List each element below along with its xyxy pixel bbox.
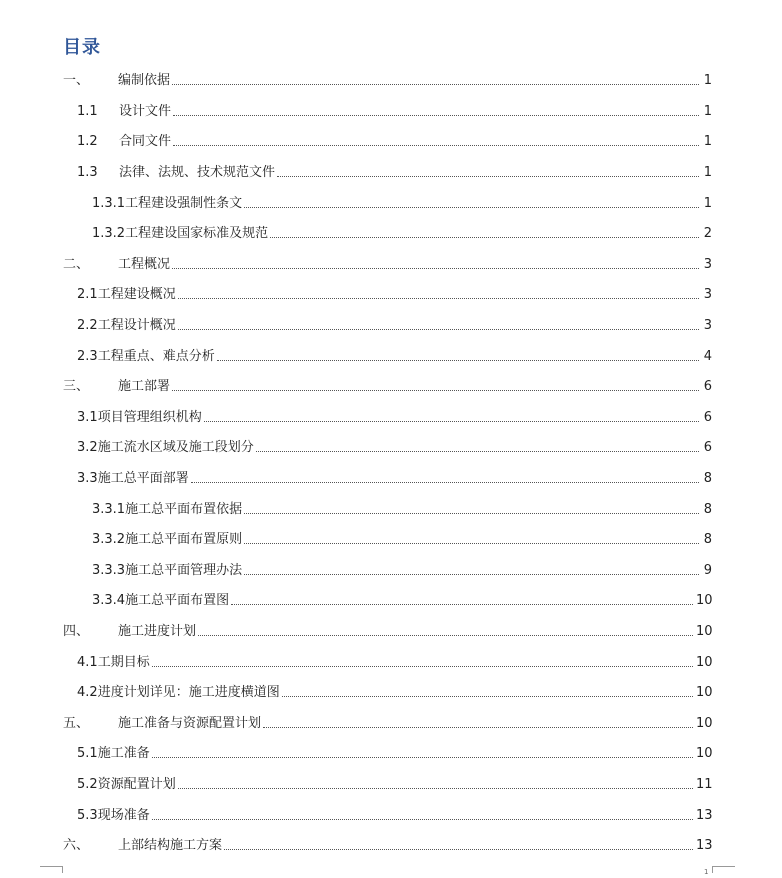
toc-entry[interactable] (0, 586, 782, 617)
toc-entry-number: 3.3.3 (92, 562, 126, 578)
page-corner-mark-left (40, 866, 63, 873)
toc-entry-title: 上部结构施工方案 (118, 838, 223, 854)
toc-leader (270, 236, 699, 238)
toc-entry[interactable] (0, 158, 782, 189)
toc-entry-title: 施工部署 (118, 379, 171, 395)
toc-entry-number: 3.2 (77, 440, 98, 456)
toc-entry-number: 3.1 (77, 409, 98, 425)
toc-entry-number: 5.3 (77, 807, 98, 823)
toc-entry-page: 10 (696, 593, 713, 609)
toc-entry-title: 资源配置计划 (97, 776, 176, 792)
toc-entry[interactable] (0, 525, 782, 556)
toc-entry-title: 工程概况 (118, 256, 171, 272)
toc-leader (152, 756, 693, 758)
toc-entry-number: 5.2 (77, 776, 98, 792)
toc-entry-page: 9 (703, 562, 712, 578)
toc-leader (178, 297, 699, 299)
toc-leader (244, 206, 699, 208)
toc-entry-page: 10 (696, 746, 713, 762)
toc-entry-page: 13 (696, 838, 713, 854)
toc-leader (152, 665, 693, 667)
toc-leader (173, 144, 699, 146)
toc-entry-page: 2 (703, 226, 712, 242)
toc-leader (244, 512, 699, 514)
toc-entry-title: 施工总平面布置依据 (125, 501, 243, 517)
toc-entry[interactable] (0, 617, 782, 648)
toc-entry-title: 施工总平面布置原则 (125, 532, 243, 548)
toc-entry-page: 8 (703, 501, 712, 517)
toc-entry-page: 10 (696, 715, 713, 731)
toc-entry-number: 5.1 (77, 746, 98, 762)
toc-entry-title: 工程建设概况 (97, 287, 176, 303)
toc-entry-title: 项目管理组织机构 (97, 409, 202, 425)
toc-entry-page: 8 (703, 532, 712, 548)
toc-entry-page: 6 (703, 379, 712, 395)
toc-entry-title: 施工总平面部署 (97, 471, 189, 487)
toc-entry-number: 1.2 (77, 134, 98, 150)
toc-entry-title: 施工总平面布置图 (125, 593, 230, 609)
toc-leader (172, 389, 699, 391)
toc-entry-number: 1.1 (77, 103, 98, 119)
toc-entry-number: 3.3.1 (92, 501, 126, 517)
toc-leader (178, 787, 693, 789)
toc-entry-page: 11 (696, 776, 713, 792)
toc-entry-number: 2.3 (77, 348, 98, 364)
toc-leader (277, 175, 699, 177)
toc-entry-number: 4.1 (77, 654, 98, 670)
toc-entry[interactable] (0, 341, 782, 372)
toc-entry-page: 3 (703, 256, 712, 272)
toc-entry[interactable] (0, 127, 782, 158)
toc-leader (152, 818, 693, 820)
toc-entry-title: 进度计划详见：施工进度横道图 (97, 685, 280, 701)
toc-leader (178, 328, 699, 330)
footer-page-number: 1 (704, 868, 709, 876)
toc-entry[interactable] (0, 739, 782, 770)
toc-entry[interactable] (0, 800, 782, 831)
toc-entry-title: 施工准备 (97, 746, 150, 762)
toc-entry-number: 3.3.2 (92, 532, 126, 548)
toc-entry-number: 4.2 (77, 685, 98, 701)
toc-entry[interactable] (0, 219, 782, 250)
toc-entry-page: 1 (703, 165, 712, 181)
toc-entry-number: 五、 (63, 715, 90, 731)
toc-entry[interactable] (0, 770, 782, 801)
toc-entry-page: 13 (696, 807, 713, 823)
toc-leader (244, 542, 699, 544)
toc-entry[interactable] (0, 678, 782, 709)
toc-entry-number: 1.3.1 (92, 195, 126, 211)
toc-entry[interactable] (0, 647, 782, 678)
toc-entry-number: 3.3 (77, 471, 98, 487)
toc-entry-title: 施工准备与资源配置计划 (118, 715, 262, 731)
toc-entry[interactable] (0, 97, 782, 128)
toc-entry-title: 工程重点、难点分析 (97, 348, 215, 364)
toc-entry-page: 4 (703, 348, 712, 364)
toc-leader (256, 450, 699, 452)
toc-entry-page: 6 (703, 409, 712, 425)
toc-entry-page: 6 (703, 440, 712, 456)
toc-entry-number: 一、 (63, 73, 90, 89)
toc-entry-title: 现场准备 (97, 807, 150, 823)
toc-entry[interactable] (0, 372, 782, 403)
toc-entry-page: 1 (703, 73, 712, 89)
toc-entry-page: 1 (703, 134, 712, 150)
toc-leader (263, 726, 693, 728)
toc-entry[interactable] (0, 403, 782, 434)
toc-entry-title: 施工流水区域及施工段划分 (97, 440, 254, 456)
toc-entry[interactable] (0, 433, 782, 464)
toc-leader (204, 420, 699, 422)
page-corner-mark-right (712, 866, 735, 873)
toc-entry-page: 10 (696, 623, 713, 639)
toc-entry-page: 8 (703, 471, 712, 487)
toc-entry[interactable] (0, 464, 782, 495)
toc-entry-number: 1.3.2 (92, 226, 126, 242)
toc-leader (282, 695, 693, 697)
toc-entry-title: 施工总平面管理办法 (125, 562, 243, 578)
toc-entry[interactable] (0, 250, 782, 281)
toc-entry-title: 编制依据 (118, 73, 171, 89)
toc-leader (191, 481, 699, 483)
toc-entry-title: 合同文件 (119, 134, 172, 150)
toc-entry-number: 2.2 (77, 318, 98, 334)
toc-entry-title: 工程设计概况 (97, 318, 176, 334)
toc-entry[interactable] (0, 188, 782, 219)
toc-entry[interactable] (0, 708, 782, 739)
toc-entry-number: 二、 (63, 256, 90, 272)
toc-leader (173, 114, 699, 116)
toc-entry[interactable] (0, 311, 782, 342)
toc-title: 目录 (63, 37, 101, 58)
toc-leader (217, 359, 699, 361)
toc-entry[interactable] (0, 831, 782, 862)
toc-entry-title: 工程建设国家标准及规范 (125, 226, 269, 242)
toc-entry-page: 1 (703, 103, 712, 119)
toc-entry-title: 设计文件 (119, 103, 172, 119)
toc-entry[interactable] (0, 556, 782, 587)
toc-entry-title: 工期目标 (97, 654, 150, 670)
toc-entry[interactable] (0, 66, 782, 97)
toc-entry-page: 1 (703, 195, 712, 211)
toc-leader (224, 848, 693, 850)
toc-leader (172, 83, 699, 85)
toc-entry-page: 3 (703, 287, 712, 303)
toc-entry-number: 三、 (63, 379, 90, 395)
toc-entry-title: 工程建设强制性条文 (125, 195, 243, 211)
toc-leader (231, 603, 693, 605)
toc-entry-number: 六、 (63, 838, 90, 854)
toc-entry-number: 四、 (63, 623, 90, 639)
toc-leader (172, 267, 699, 269)
toc-entry-number: 1.3 (77, 165, 98, 181)
toc-leader (198, 634, 693, 636)
toc-entry-page: 10 (696, 685, 713, 701)
toc-leader (244, 573, 699, 575)
toc-list (0, 66, 782, 861)
toc-entry-title: 法律、法规、技术规范文件 (119, 165, 276, 181)
toc-entry-page: 3 (703, 318, 712, 334)
toc-entry-number: 2.1 (77, 287, 98, 303)
toc-entry-title: 施工进度计划 (118, 623, 197, 639)
toc-entry-number: 3.3.4 (92, 593, 126, 609)
toc-entry-page: 10 (696, 654, 713, 670)
toc-entry[interactable] (0, 494, 782, 525)
toc-entry[interactable] (0, 280, 782, 311)
